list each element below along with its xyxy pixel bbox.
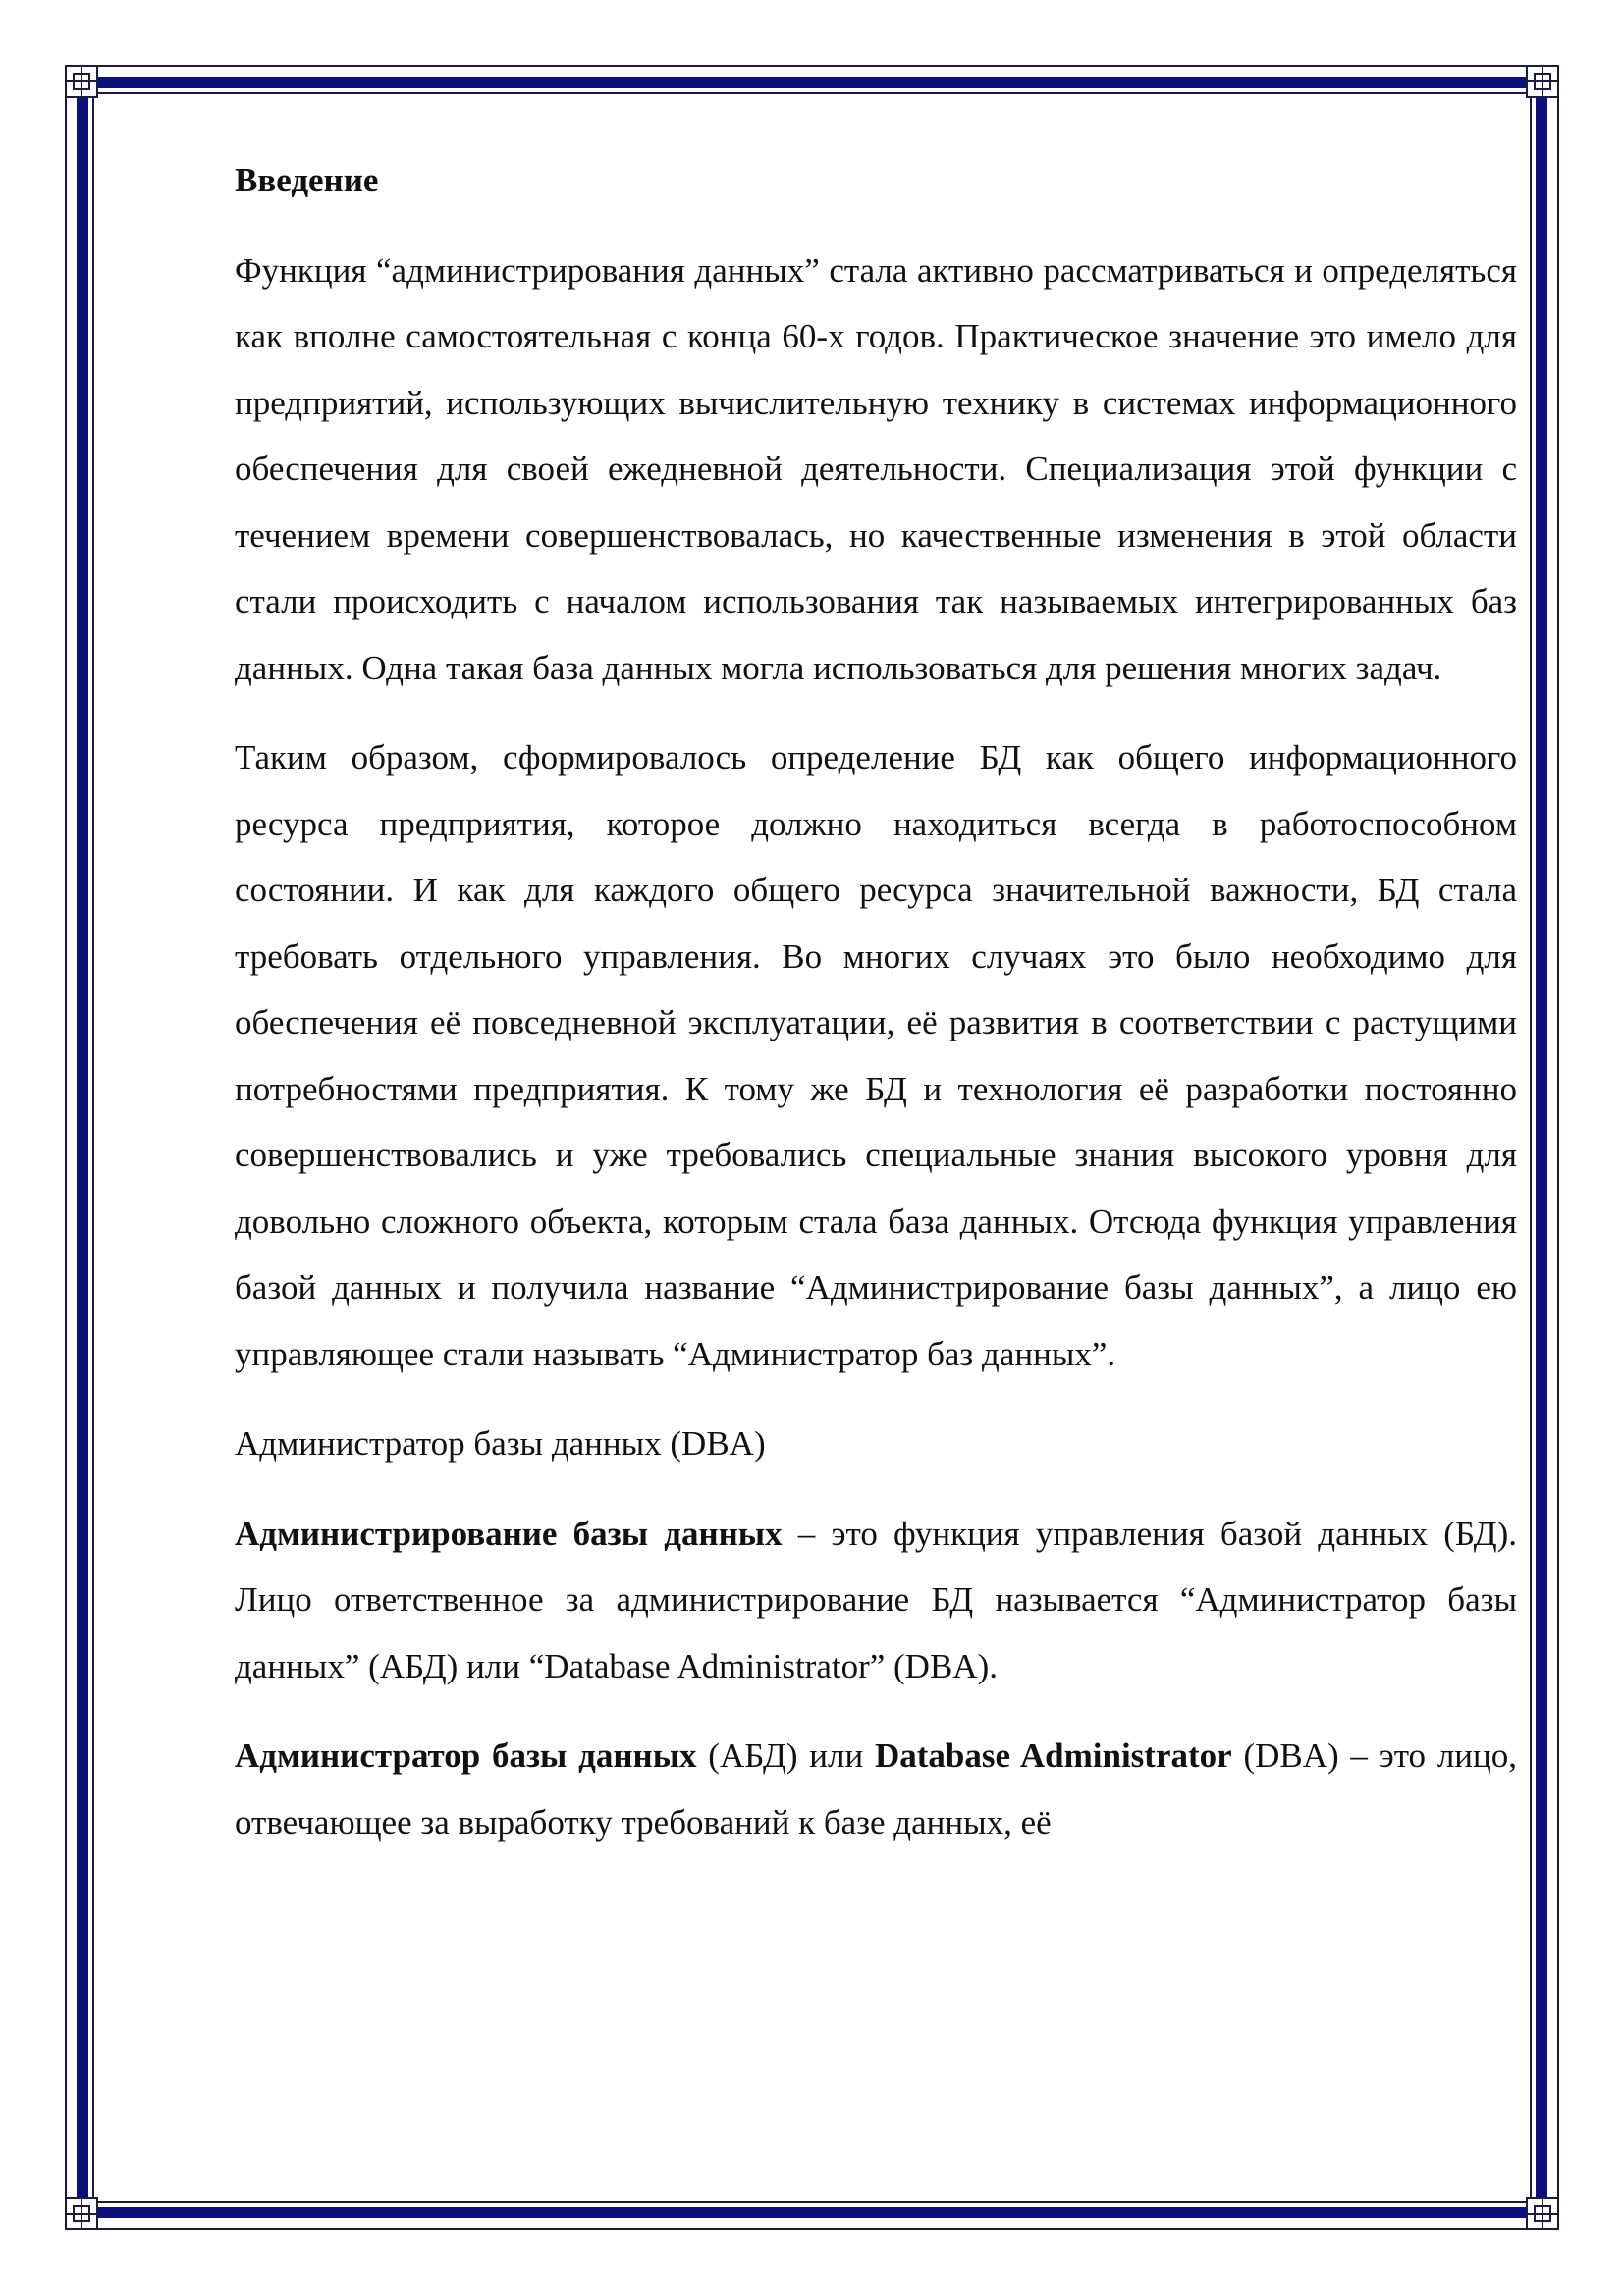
paragraph-4-text: – это функция управления базой данных (БД). Лицо ответственное за администрирование БД называется “Администратор базы данных” (АБД) или “Database Administrator” (DBA). <box>235 1514 1517 1685</box>
corner-ornament-top-left <box>65 65 98 98</box>
term-database-administrator-en: Database Administrator <box>874 1736 1232 1775</box>
term-database-administrator: Администратор базы данных <box>235 1736 697 1775</box>
corner-ornament-bottom-left <box>65 2197 98 2230</box>
paragraph-4 <box>235 1501 1517 1700</box>
section-heading: Введение <box>235 161 379 199</box>
paragraph-2: Таким образом, сформировалось определение БД как общего информационного ресурса предприятия, которое должно находиться всегда в работоспособном состоянии. И как для каждого общего ресурса значительной важности, БД стала требовать отдельного управления. Во многих случаях это было необходимо для обеспечения её повседневной эксплуатации, её развития в соответствии с растущими потребностями предприятия. К тому же БД и технология её разработки постоянно совершенствовались и уже требовались специальные знания высокого уровня для довольно сложного объекта, которым стала база данных. Отсюда функция управления базой данных и получила название “Администрирование базы данных”, а лицо ею управляющее стали называть “Администратор баз данных”. <box>235 738 1517 1373</box>
paragraph-5 <box>235 1723 1517 1855</box>
paragraph-3: Администратор базы данных (DBA) <box>235 1424 766 1463</box>
document-body <box>235 147 1517 1855</box>
corner-ornament-bottom-right <box>1526 2197 1559 2230</box>
term-database-administration: Администрирование базы данных <box>235 1514 783 1553</box>
corner-ornament-top-right <box>1526 65 1559 98</box>
paragraph-5-text-a: (АБД) или <box>696 1736 875 1775</box>
paragraph-1: Функция “администрирования данных” стала активно рассматриваться и определяться как вполне самостоятельная с конца 60-х годов. Практическое значение это имело для предприятий, использующих вычислительную технику в системах информационного обеспечения для своей ежедневной деятельности. Специализация этой функции с течением времени совершенствовалась, но качественные изменения в этой области стали происходить с началом использования так называемых интегрированных баз данных. Одна такая база данных могла использоваться для решения многих задач. <box>235 250 1517 687</box>
paragraph-5-text-b: (DBA) – это лицо, отвечающее за выработку требований к базе данных, её <box>235 1736 1517 1842</box>
